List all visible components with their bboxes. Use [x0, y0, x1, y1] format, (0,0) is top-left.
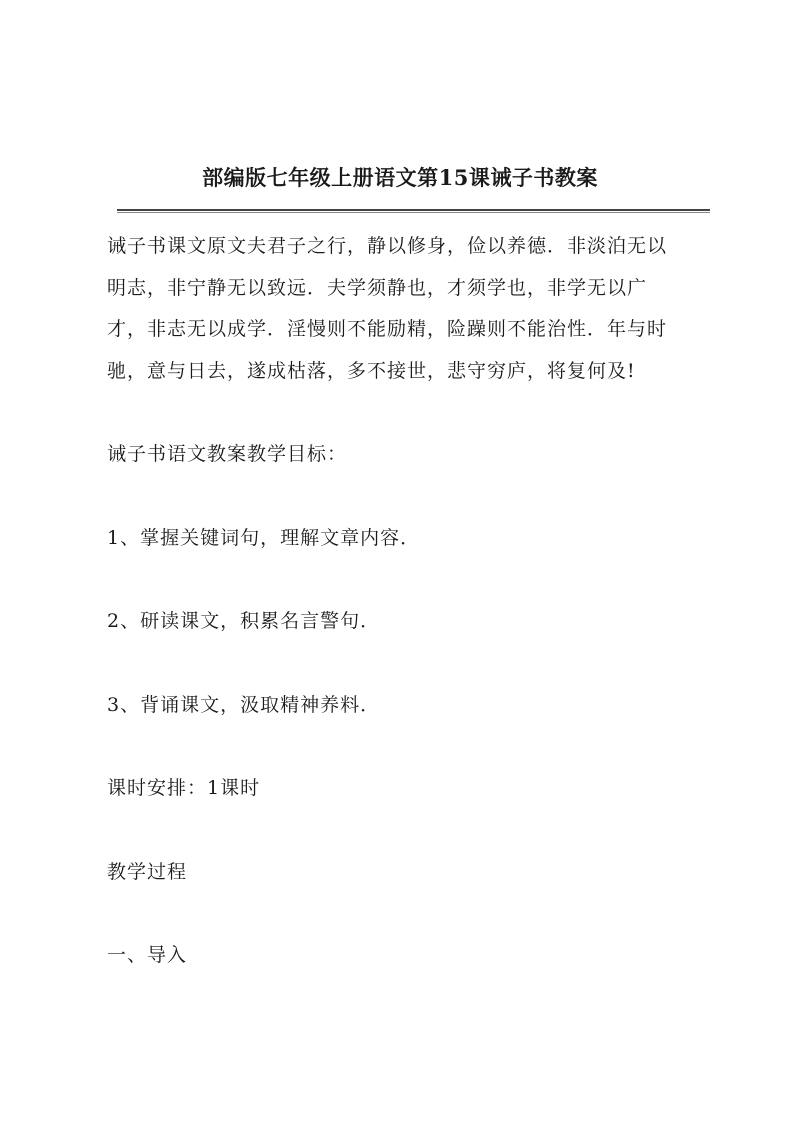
schedule-text: 课时安排：1课时: [107, 777, 261, 799]
original-text-line: 明志，非宁静无以致远．夫学须静也，才须学也，非学无以广: [107, 276, 648, 299]
objectives-heading: 诫子书语文教案教学目标：: [107, 443, 348, 465]
original-text-paragraph: [107, 226, 707, 392]
objective-item-1: 1、掌握关键词句，理解文章内容．: [107, 527, 421, 549]
original-text-line: 才，非志无以成学．淫慢则不能励精，险躁则不能治性．年与时: [107, 318, 668, 340]
original-text-line: 驰，意与日去，遂成枯落，多不接世，悲守穷庐，将复何及!: [107, 359, 636, 382]
title-divider: [117, 209, 710, 213]
section-heading-1: 一、导入: [107, 944, 188, 966]
objective-item-2: 2、研读课文，积累名言警句．: [107, 610, 381, 632]
original-text-line: 诫子书课文原文夫君子之行，静以修身，俭以养德．非淡泊无以: [107, 235, 668, 257]
objective-item-3: 3、背诵课文，汲取精神养料．: [107, 694, 381, 716]
process-heading: 教学过程: [107, 861, 188, 883]
document-title: 部编版七年级上册语文第15课诫子书教案: [202, 165, 598, 190]
